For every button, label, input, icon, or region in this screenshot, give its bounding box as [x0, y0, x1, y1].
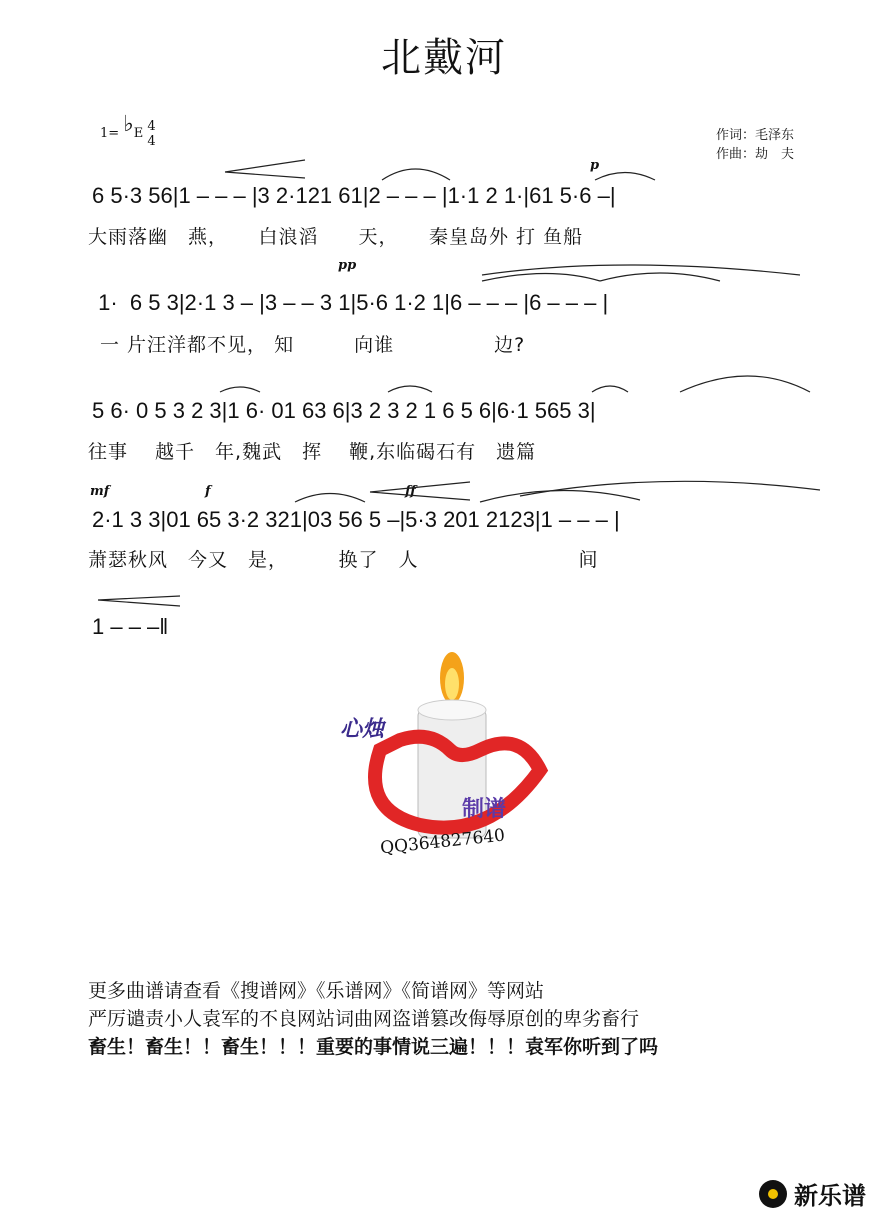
slur	[482, 274, 600, 282]
page-title: 北戴河	[381, 35, 507, 81]
record-icon	[758, 1179, 788, 1209]
notation-line-4: 2·1 3 3|01 65 3·2 321|03 56 5 –|5·3 201 2123|1 – – – |	[92, 507, 620, 532]
slur	[220, 387, 260, 392]
slur	[382, 169, 450, 180]
slur	[295, 494, 365, 503]
footer-line-2: 严厉谴责小人袁军的不良网站词曲网盗谱篡改侮辱原创的卑劣畜行	[88, 1008, 640, 1030]
dynamic-mark: mf	[90, 484, 110, 499]
slur	[600, 273, 720, 281]
lyricist-credit: 作词：毛泽东	[716, 128, 795, 143]
dynamic-mark: f	[205, 484, 211, 499]
footer-line-3: 畜生！畜生！！畜生！！！重要的事情说三遍！！！袁军你听到了吗	[88, 1036, 659, 1058]
lyrics-line-1: 大雨落幽 燕， 白浪滔 天， 秦皇岛外 打 鱼船	[88, 226, 584, 248]
brand-name: 新乐谱	[794, 1182, 866, 1210]
composer-credit: 作曲：劫 夫	[716, 147, 795, 162]
candle-logo	[340, 640, 570, 870]
lyrics-line-3: 往事 越千 年,魏武 挥 鞭,东临碣石有 遗篇	[88, 441, 537, 463]
dynamic-mark: pp	[338, 258, 357, 273]
hairpin	[98, 596, 180, 606]
logo-label: 制谱	[462, 797, 507, 822]
key-prefix: 1=	[100, 126, 120, 141]
notation-line-1: 6 5·3 56|1 – – – |3 2·121 61|2 – – – |1·1 2 1·|61 5·6 –|	[92, 183, 616, 208]
notation-line-5: 1 – – –‖	[92, 614, 169, 639]
qq-number: QQ364827640	[379, 825, 506, 859]
lyrics-line-4: 萧瑟秋风 今又 是， 换了 人 间	[88, 549, 599, 571]
lyrics-line-2: 一 片汪洋都不见， 知 向谁 边?	[100, 334, 526, 356]
flat-sign: ♭	[123, 112, 134, 137]
slur	[680, 376, 810, 392]
key-note: E	[133, 126, 144, 141]
dynamic-mark: p	[590, 158, 600, 173]
time-beat-unit: 4	[147, 133, 156, 149]
dynamic-mark: ff	[405, 484, 416, 499]
notation-line-2: 1· 6 5 3|2·1 3 – |3 – – 3 1|5·6 1·2 1|6 – – – |6 – – – |	[92, 290, 609, 315]
time-beats: 4	[147, 118, 156, 134]
slur	[592, 386, 628, 392]
notation-line-3: 5 6· 0 5 3 2 3|1 6· 01 63 6|3 2 3 2 1 6 5 6|6·1 565 3|	[92, 398, 596, 423]
crescendo-hairpin	[370, 482, 470, 500]
slur	[520, 481, 820, 496]
slur	[388, 386, 432, 392]
footer-line-1: 更多曲谱请查看《搜谱网》《乐谱网》《简谱网》等网站	[88, 980, 545, 1002]
slur	[480, 490, 640, 502]
slur	[595, 173, 655, 181]
logo-brush-text: 心烛	[340, 717, 385, 742]
decrescendo-hairpin	[225, 160, 305, 178]
brand-logo[interactable]	[758, 1176, 866, 1211]
